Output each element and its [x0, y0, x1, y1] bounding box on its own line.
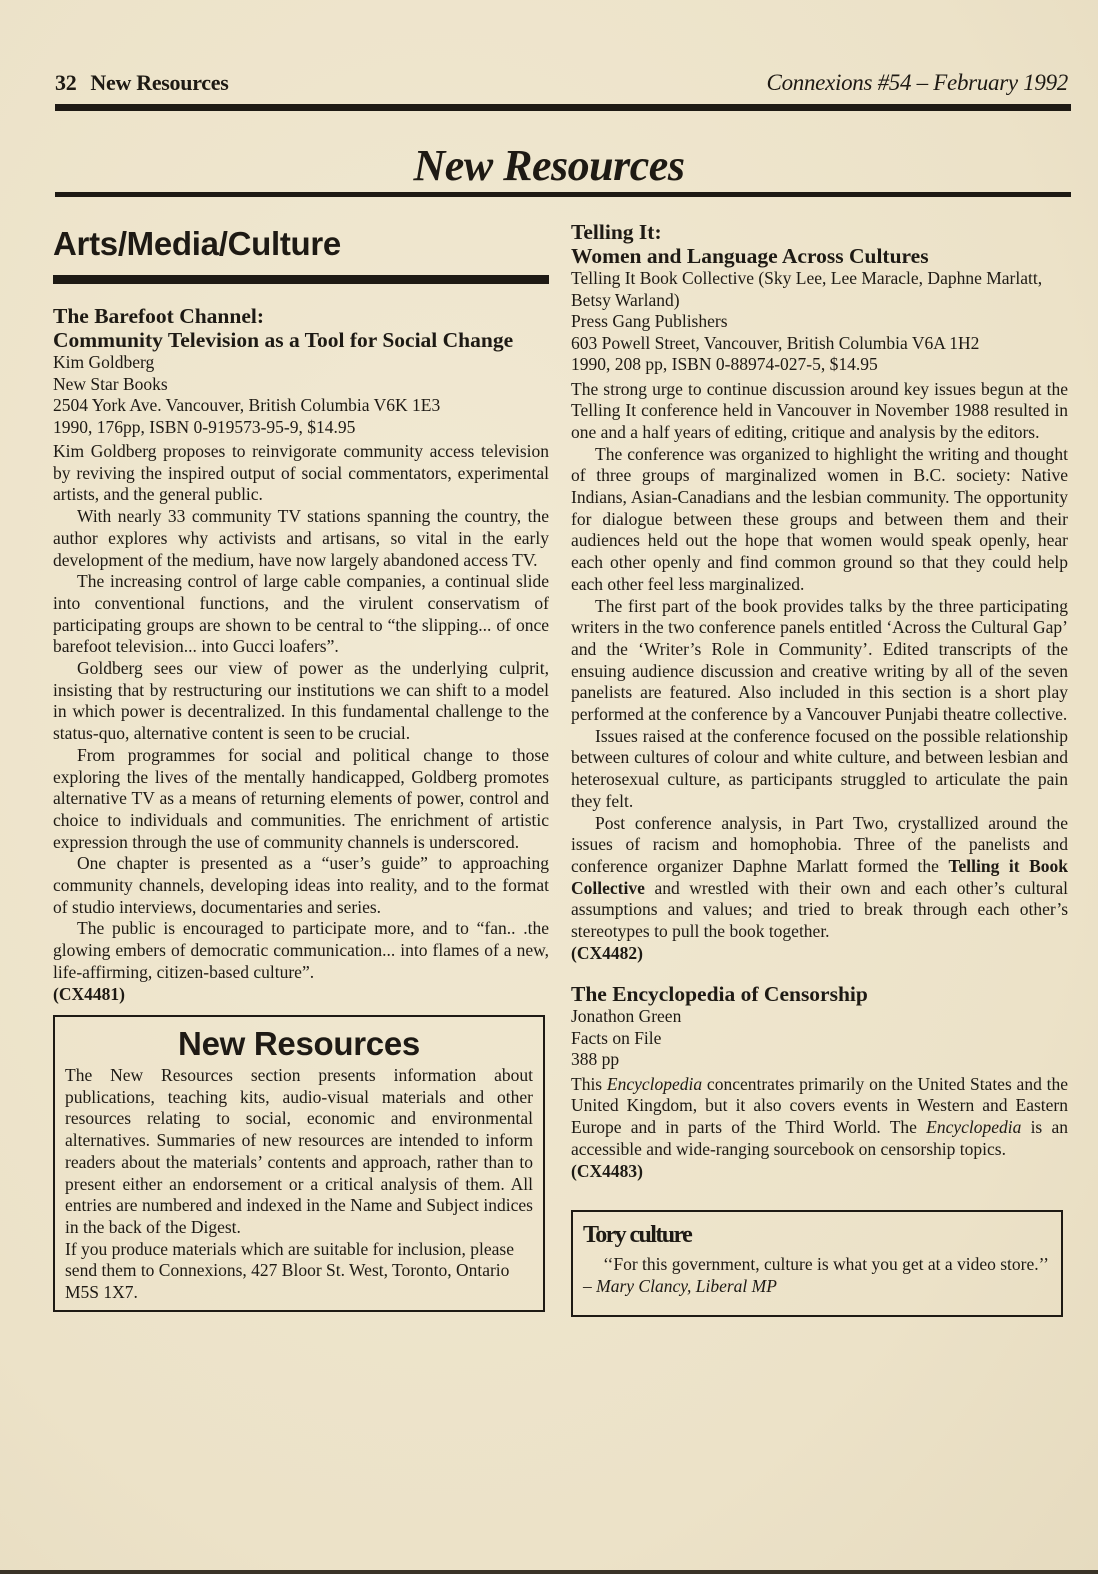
quote-text: ‘‘For this government, culture is what you get at a video store.’’: [603, 1254, 1049, 1275]
page-edge: [0, 1570, 1098, 1574]
text-run: This: [571, 1073, 607, 1094]
left-column: [53, 220, 549, 1312]
body-paragraph: The conference was organized to highlight the writing and thought of three groups of marginalized women in B.C. society: Native Indians, Asian-Canadians and the lesbian community. The opportunity for dialogue between these groups and between them and their audiences held out the hope that women would speak openly, hear each other openly and find common ground so that they could help each other feel less marginalized.: [571, 443, 1068, 594]
entry-address: 2504 York Ave. Vancouver, British Columbia V6K 1E3: [53, 395, 441, 415]
catalog-reference: (CX4482): [571, 942, 643, 963]
entry-title: [571, 220, 1068, 268]
page-title: New Resources: [413, 141, 685, 190]
body-paragraph: Kim Goldberg proposes to reinvigorate community access television by reviving the inspired output of social commentators, experimental artists, and the general public.: [53, 441, 549, 505]
entry-title-line: Women and Language Across Cultures: [571, 244, 929, 268]
info-box-title: New Resources: [178, 1025, 420, 1063]
right-column: [571, 220, 1068, 1317]
collective-name: Telling it Book Collective: [571, 855, 1069, 898]
body-paragraph: [571, 1074, 1068, 1161]
entry-body: [571, 1074, 1068, 1161]
title-rule: [55, 192, 1071, 197]
new-resources-info-box: [53, 1015, 545, 1312]
body-paragraph: One chapter is presented as a “user’s guide” to approaching community channels, developing ideas into reality, and to the format of studio interviews, documentaries and series.: [53, 853, 549, 917]
catalog-reference: (CX4483): [571, 1160, 643, 1181]
running-header-left: [55, 70, 228, 96]
running-header-section: New Resources: [90, 70, 229, 95]
body-paragraph: The public is encouraged to participate more, and to “fan.. .the glowing embers of democratic communication... into flames of a new, life-affirming, citizen-based culture”.: [53, 918, 549, 982]
entry-publisher: Facts on File: [571, 1027, 662, 1048]
page-number: 32: [55, 70, 77, 95]
entry-author: Telling It Book Collective (Sky Lee, Lee Maracle, Daphne Marlatt, Betsy Warland): [571, 268, 1043, 310]
entry-title-line: Community Television as a Tool for Social Change: [53, 328, 514, 352]
catalog-reference: (CX4481): [53, 983, 125, 1004]
entry-publisher: New Star Books: [53, 373, 168, 394]
body-paragraph: With nearly 33 community TV stations spanning the country, the author explores why activists and artisans, so vital in the early development of the medium, have now largely abandoned access TV.: [53, 506, 549, 570]
text-run: and wrestled with their own and each other’s cultural assumptions and values; and tried to break through each other’s stereotypes to pull the book together.: [571, 877, 1068, 942]
running-header: [55, 70, 1068, 102]
quote-box-title: Tory culture: [583, 1222, 692, 1249]
body-paragraph: Goldberg sees our view of power as the underlying culprit, insisting that by restructuring our institutions we can shift to a model in which power is decentralized. In this fundamental challenge to the status-quo, alternative content is seen to be crucial.: [53, 658, 549, 744]
info-box-submission-paragraph: If you produce materials which are suitable for inclusion, please send them to Connexions, 427 Bloor St. West, Toronto, Ontario M5S 1X7.: [65, 1238, 515, 1303]
entry-author: Jonathon Green: [571, 1006, 682, 1027]
entry-body: [571, 379, 1068, 943]
quote-attribution: – Mary Clancy, Liberal MP: [583, 1276, 777, 1297]
italic-title: Encyclopedia: [926, 1117, 1022, 1138]
entry-publisher: Press Gang Publishers: [571, 311, 728, 331]
italic-title: Encyclopedia: [606, 1073, 703, 1094]
tory-culture-quote-box: [571, 1210, 1063, 1317]
body-paragraph: [571, 813, 1068, 943]
entry-title: [53, 304, 549, 352]
text-run: is an accessible and wide-ranging sourcebook on censorship topics.: [571, 1117, 1068, 1159]
header-rule: [55, 104, 1071, 111]
text-run: Post conference analysis, in Part Two, crystallized around the issues of racism and homophobia. Three of the panelists and conference organizer Daphne Marlatt formed the: [571, 812, 1068, 876]
section-title: Arts/Media/Culture: [53, 225, 341, 262]
entry-body: [53, 441, 549, 984]
body-paragraph: Issues raised at the conference focused on the possible relationship between cultures of colour and white culture, and between lesbian and heterosexual culture, as participants struggled to articulate the pain they felt.: [571, 725, 1068, 811]
resource-entry-encyclopedia-of-censorship: [571, 982, 1068, 1182]
resource-entry-telling-it: [571, 220, 1068, 964]
entry-author: Kim Goldberg: [53, 352, 155, 372]
entry-details: 388 pp: [571, 1049, 620, 1070]
section-rule: [53, 275, 549, 284]
body-paragraph: From programmes for social and political change to those exploring the lives of the mentally handicapped, Goldberg promotes alternative TV as a means of returning elements of power, control and choice to individuals and communities. The enrichment of artistic expression through the use of community channels is underscored.: [53, 744, 549, 852]
body-paragraph: The first part of the book provides talks by the three participating writers in the two conference panels entitled ‘Across the Cultural Gap’ and the ‘Writer’s Role in Community’. Edited transcripts of the ensuing audience discussion and creative writing by all of the seven panelists are featured. Also included in this section is a short play performed at the conference by a Vancouver Punjabi theatre collective.: [571, 595, 1068, 725]
body-paragraph: The increasing control of large cable companies, a continual slide into conventional functions, and the virulent conservatism of participating groups are shown to be central to “the slipping... of once barefoot television... into Gucci loafers”.: [53, 571, 549, 657]
entry-title: The Encyclopedia of Censorship: [571, 982, 868, 1007]
entry-title-line: Telling It:: [571, 220, 662, 244]
text-run: concentrates primarily on the United States and the United Kingdom, but it also covers events in Western and Eastern Europe and in parts of the Third World. The: [571, 1073, 1068, 1138]
entry-title-line: The Barefoot Channel:: [53, 304, 265, 328]
entry-details: 1990, 208 pp, ISBN 0-88974-027-5, $14.95: [571, 354, 878, 374]
entry-address: 603 Powell Street, Vancouver, British Columbia V6A 1H2: [571, 332, 980, 353]
entry-details: 1990, 176pp, ISBN 0-919573-95-9, $14.95: [53, 416, 356, 437]
info-box-paragraph: The New Resources section presents information about publications, teaching kits, audio-visual materials and other resources relating to social, economic and environmental alternatives. Summaries of new resources are intended to inform readers about the materials’ contents and approach, rather than to present either an endorsement or a critical analysis of them. All entries are numbered and indexed in the Name and Subject indices in the back of the Digest.: [65, 1065, 533, 1237]
body-paragraph: The strong urge to continue discussion around key issues begun at the Telling It conference held in Vancouver in November 1988 resulted in one and a half years of editing, critique and analysis by the editors.: [571, 378, 1068, 442]
running-header-publication: Connexions #54 – February 1992: [766, 70, 1068, 95]
resource-entry-barefoot-channel: [53, 304, 549, 1005]
